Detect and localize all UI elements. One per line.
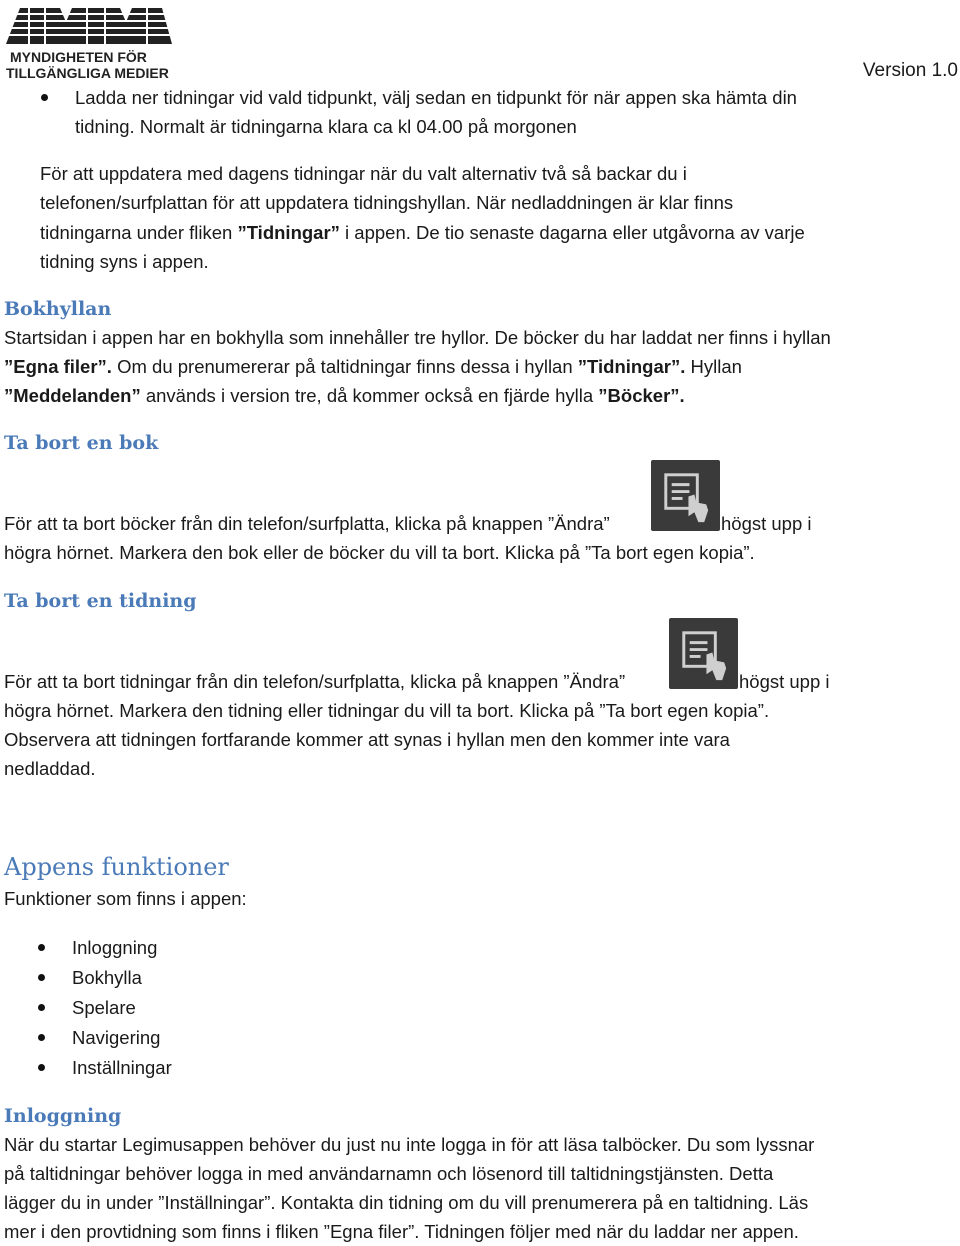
intro-bullet-line1: Ladda ner tidningar vid vald tidpunkt, välj sedan en tidpunkt för när appen ska hämta din (75, 87, 797, 108)
ta-bort-bok-line2: högra hörnet. Markera den bok eller de böcker du vill ta bort. Klicka på ”Ta bort egen kopia”. (4, 542, 755, 563)
bokhyllan-line2 (4, 352, 742, 381)
bullet-dot (38, 1064, 45, 1071)
mtm-logo (6, 2, 192, 80)
version-label: Version 1.0 (862, 60, 958, 81)
list-item-inloggning: Inloggning (72, 937, 158, 958)
bokhyllan-line1: Startsidan i appen har en bokhylla som innehåller tre hyllor. De böcker du har laddat ner finns i hyllan (4, 327, 831, 348)
text-span: i appen. De tio senaste dagarna eller utgåvorna av varje (339, 222, 805, 243)
tab-name-tidningar: ”Tidningar” (237, 222, 340, 243)
heading-ta-bort-bok: Ta bort en bok (4, 432, 159, 454)
bullet-dot (38, 1004, 45, 1011)
shelf-meddelanden: ”Meddelanden” (4, 385, 141, 406)
list-item-installningar: Inställningar (72, 1057, 172, 1078)
list-item-navigering: Navigering (72, 1027, 161, 1048)
intro-paragraph-line1: För att uppdatera med dagens tidningar när du valt alternativ två så backar du i (40, 163, 687, 184)
text-span: tidningarna under fliken (40, 222, 238, 243)
logo-text-2: TILLGÄNGLIGA MEDIER (6, 65, 169, 80)
logo-text-1: MYNDIGHETEN FÖR (10, 49, 147, 65)
shelf-tidningar: ”Tidningar”. (577, 356, 686, 377)
ta-bort-tidning-line4: nedladdad. (4, 758, 96, 779)
edit-icon-graphic (651, 460, 720, 531)
ta-bort-bok-line1: För att ta bort böcker från din telefon/surfplatta, klicka på knappen ”Ändra” (4, 513, 610, 534)
intro-paragraph-line2: telefonen/surfplattan för att uppdatera tidningshyllan. När nedladdningen är klar finns (40, 192, 734, 213)
heading-appens-funktioner: Appens funktioner (4, 853, 229, 881)
bullet-dot (38, 974, 45, 981)
heading-ta-bort-tidning: Ta bort en tidning (4, 590, 197, 612)
heading-inloggning: Inloggning (4, 1105, 122, 1127)
shelf-bocker: ”Böcker”. (598, 385, 685, 406)
inloggning-line3: lägger du in under ”Inställningar”. Kontakta din tidning om du vill prenumerera på en taltidning. Läs (4, 1192, 809, 1213)
bullet-dot (41, 94, 48, 101)
list-item-spelare: Spelare (72, 997, 136, 1018)
bullet-dot (38, 944, 45, 951)
text-span: används i version tre, då kommer också en fjärde hylla (140, 385, 599, 406)
ta-bort-tidning-line2: högra hörnet. Markera den tidning eller tidningar du vill ta bort. Klicka på ”Ta bort egen kopia”. (4, 700, 770, 721)
intro-paragraph-line4: tidning syns i appen. (40, 251, 209, 272)
ta-bort-tidning-line1-end: högst upp i (739, 671, 830, 692)
edit-button-icon (669, 618, 738, 689)
ta-bort-bok-line1-end: högst upp i (721, 513, 812, 534)
ta-bort-tidning-line3: Observera att tidningen fortfarande kommer att synas i hyllan men den kommer inte vara (4, 729, 730, 750)
text-span: Hyllan (685, 356, 742, 377)
edit-button-icon (651, 460, 720, 531)
bokhyllan-line3 (4, 381, 685, 410)
ta-bort-tidning-line1: För att ta bort tidningar från din telefon/surfplatta, klicka på knappen ”Ändra” (4, 671, 626, 692)
heading-bokhyllan: Bokhyllan (4, 298, 112, 320)
text-span: Om du prenumererar på taltidningar finns dessa i hyllan (111, 356, 578, 377)
shelf-egna-filer: ”Egna filer”. (4, 356, 112, 377)
inloggning-line1: När du startar Legimusappen behöver du just nu inte logga in för att läsa talböcker. Du som lyssnar (4, 1134, 815, 1155)
inloggning-line2: på taltidningar behöver logga in med användarnamn och lösenord till taltidningstjänsten. Detta (4, 1163, 774, 1184)
funktioner-intro: Funktioner som finns i appen: (4, 888, 247, 909)
edit-icon-graphic (669, 618, 738, 689)
bullet-dot (38, 1034, 45, 1041)
logo-mark (6, 2, 192, 80)
inloggning-line4: mer i den provtidning som finns i fliken ”Egna filer”. Tidningen följer med när du laddar ner appen. (4, 1221, 799, 1242)
intro-paragraph-line3 (40, 218, 805, 247)
list-item-bokhylla: Bokhylla (72, 967, 142, 988)
intro-bullet-line2: tidning. Normalt är tidningarna klara ca kl 04.00 på morgonen (75, 116, 577, 137)
